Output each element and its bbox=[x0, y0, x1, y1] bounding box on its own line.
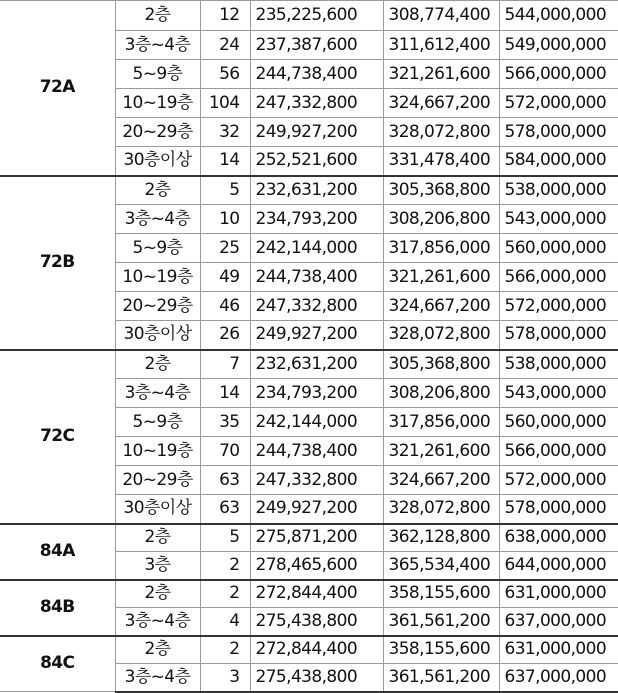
unit-count-cell: 14 bbox=[200, 379, 250, 408]
total-price-cell: 560,000,000 bbox=[499, 234, 618, 263]
amount-b-cell: 311,612,400 bbox=[383, 31, 499, 60]
floor-cell: 5~9층 bbox=[115, 408, 200, 437]
total-price-cell: 637,000,000 bbox=[499, 664, 618, 692]
amount-b-cell: 305,368,800 bbox=[383, 176, 499, 205]
total-price-cell: 631,000,000 bbox=[499, 580, 618, 608]
total-price-cell: 631,000,000 bbox=[499, 636, 618, 664]
unit-count-cell: 104 bbox=[200, 89, 250, 118]
table-row bbox=[0, 1, 618, 31]
unit-count-cell: 4 bbox=[200, 608, 250, 636]
floor-cell: 2층 bbox=[115, 1, 200, 31]
floor-cell: 20~29층 bbox=[115, 466, 200, 495]
amount-a-cell: 249,927,200 bbox=[250, 495, 383, 524]
amount-b-cell: 358,155,600 bbox=[383, 636, 499, 664]
amount-b-cell: 328,072,800 bbox=[383, 321, 499, 350]
amount-a-cell: 272,844,400 bbox=[250, 636, 383, 664]
amount-a-cell: 275,438,800 bbox=[250, 608, 383, 636]
unit-count-cell: 5 bbox=[200, 176, 250, 205]
unit-count-cell: 10 bbox=[200, 205, 250, 234]
unit-count-cell: 5 bbox=[200, 524, 250, 552]
total-price-cell: 566,000,000 bbox=[499, 60, 618, 89]
total-price-cell: 543,000,000 bbox=[499, 379, 618, 408]
floor-cell: 10~19층 bbox=[115, 89, 200, 118]
floor-cell: 30층이상 bbox=[115, 147, 200, 176]
floor-cell: 2층 bbox=[115, 636, 200, 664]
table-row bbox=[0, 636, 618, 664]
amount-b-cell: 321,261,600 bbox=[383, 437, 499, 466]
amount-b-cell: 324,667,200 bbox=[383, 292, 499, 321]
total-price-cell: 566,000,000 bbox=[499, 263, 618, 292]
total-price-cell: 543,000,000 bbox=[499, 205, 618, 234]
unit-type: 72C bbox=[0, 350, 115, 524]
floor-cell: 3층~4층 bbox=[115, 379, 200, 408]
unit-count-cell: 2 bbox=[200, 552, 250, 580]
amount-b-cell: 321,261,600 bbox=[383, 60, 499, 89]
amount-a-cell: 234,793,200 bbox=[250, 379, 383, 408]
amount-b-cell: 362,128,800 bbox=[383, 524, 499, 552]
unit-type: 72A bbox=[0, 1, 115, 176]
total-price-cell: 566,000,000 bbox=[499, 437, 618, 466]
table-row bbox=[0, 524, 618, 552]
total-price-cell: 572,000,000 bbox=[499, 466, 618, 495]
floor-cell: 30층이상 bbox=[115, 321, 200, 350]
amount-b-cell: 331,478,400 bbox=[383, 147, 499, 176]
total-price-cell: 549,000,000 bbox=[499, 31, 618, 60]
floor-cell: 3층~4층 bbox=[115, 664, 200, 692]
total-price-cell: 578,000,000 bbox=[499, 495, 618, 524]
amount-a-cell: 244,738,400 bbox=[250, 263, 383, 292]
amount-b-cell: 361,561,200 bbox=[383, 608, 499, 636]
amount-b-cell: 324,667,200 bbox=[383, 466, 499, 495]
total-price-cell: 572,000,000 bbox=[499, 89, 618, 118]
unit-type: 84C bbox=[0, 636, 115, 692]
amount-a-cell: 242,144,000 bbox=[250, 234, 383, 263]
amount-a-cell: 244,738,400 bbox=[250, 437, 383, 466]
unit-type: 72B bbox=[0, 176, 115, 350]
amount-a-cell: 234,793,200 bbox=[250, 205, 383, 234]
unit-count-cell: 63 bbox=[200, 495, 250, 524]
price-table-body bbox=[0, 1, 618, 692]
total-price-cell: 637,000,000 bbox=[499, 608, 618, 636]
amount-b-cell: 324,667,200 bbox=[383, 89, 499, 118]
total-price-cell: 638,000,000 bbox=[499, 524, 618, 552]
floor-cell: 2층 bbox=[115, 524, 200, 552]
amount-a-cell: 252,521,600 bbox=[250, 147, 383, 176]
amount-a-cell: 237,387,600 bbox=[250, 31, 383, 60]
floor-cell: 2층 bbox=[115, 176, 200, 205]
unit-count-cell: 70 bbox=[200, 437, 250, 466]
total-price-cell: 560,000,000 bbox=[499, 408, 618, 437]
total-price-cell: 644,000,000 bbox=[499, 552, 618, 580]
floor-cell: 5~9층 bbox=[115, 60, 200, 89]
unit-count-cell: 56 bbox=[200, 60, 250, 89]
unit-count-cell: 14 bbox=[200, 147, 250, 176]
amount-a-cell: 247,332,800 bbox=[250, 89, 383, 118]
unit-count-cell: 7 bbox=[200, 350, 250, 379]
floor-cell: 5~9층 bbox=[115, 234, 200, 263]
amount-b-cell: 308,774,400 bbox=[383, 1, 499, 31]
table-row bbox=[0, 580, 618, 608]
amount-b-cell: 365,534,400 bbox=[383, 552, 499, 580]
amount-b-cell: 358,155,600 bbox=[383, 580, 499, 608]
table-row bbox=[0, 350, 618, 379]
amount-b-cell: 305,368,800 bbox=[383, 350, 499, 379]
amount-b-cell: 361,561,200 bbox=[383, 664, 499, 692]
amount-b-cell: 317,856,000 bbox=[383, 234, 499, 263]
floor-cell: 30층이상 bbox=[115, 495, 200, 524]
unit-count-cell: 25 bbox=[200, 234, 250, 263]
unit-count-cell: 24 bbox=[200, 31, 250, 60]
amount-a-cell: 244,738,400 bbox=[250, 60, 383, 89]
floor-cell: 3층~4층 bbox=[115, 205, 200, 234]
amount-a-cell: 272,844,400 bbox=[250, 580, 383, 608]
total-price-cell: 538,000,000 bbox=[499, 176, 618, 205]
unit-count-cell: 35 bbox=[200, 408, 250, 437]
amount-b-cell: 321,261,600 bbox=[383, 263, 499, 292]
total-price-cell: 578,000,000 bbox=[499, 118, 618, 147]
unit-count-cell: 2 bbox=[200, 580, 250, 608]
floor-cell: 20~29층 bbox=[115, 292, 200, 321]
total-price-cell: 584,000,000 bbox=[499, 147, 618, 176]
amount-a-cell: 232,631,200 bbox=[250, 350, 383, 379]
amount-b-cell: 308,206,800 bbox=[383, 379, 499, 408]
total-price-cell: 538,000,000 bbox=[499, 350, 618, 379]
amount-a-cell: 275,438,800 bbox=[250, 664, 383, 692]
floor-cell: 10~19층 bbox=[115, 437, 200, 466]
unit-count-cell: 46 bbox=[200, 292, 250, 321]
amount-a-cell: 247,332,800 bbox=[250, 292, 383, 321]
amount-b-cell: 317,856,000 bbox=[383, 408, 499, 437]
floor-cell: 3층 bbox=[115, 552, 200, 580]
amount-a-cell: 235,225,600 bbox=[250, 1, 383, 31]
unit-count-cell: 2 bbox=[200, 636, 250, 664]
unit-type: 84A bbox=[0, 524, 115, 580]
amount-b-cell: 308,206,800 bbox=[383, 205, 499, 234]
amount-a-cell: 242,144,000 bbox=[250, 408, 383, 437]
floor-cell: 3층~4층 bbox=[115, 31, 200, 60]
floor-cell: 2층 bbox=[115, 580, 200, 608]
amount-a-cell: 278,465,600 bbox=[250, 552, 383, 580]
amount-a-cell: 249,927,200 bbox=[250, 118, 383, 147]
amount-b-cell: 328,072,800 bbox=[383, 495, 499, 524]
floor-cell: 3층~4층 bbox=[115, 608, 200, 636]
amount-a-cell: 275,871,200 bbox=[250, 524, 383, 552]
unit-count-cell: 26 bbox=[200, 321, 250, 350]
unit-count-cell: 3 bbox=[200, 664, 250, 692]
unit-count-cell: 32 bbox=[200, 118, 250, 147]
amount-b-cell: 328,072,800 bbox=[383, 118, 499, 147]
amount-a-cell: 247,332,800 bbox=[250, 466, 383, 495]
unit-count-cell: 12 bbox=[200, 1, 250, 31]
amount-a-cell: 232,631,200 bbox=[250, 176, 383, 205]
amount-a-cell: 249,927,200 bbox=[250, 321, 383, 350]
unit-count-cell: 63 bbox=[200, 466, 250, 495]
total-price-cell: 544,000,000 bbox=[499, 1, 618, 31]
total-price-cell: 572,000,000 bbox=[499, 292, 618, 321]
table-row bbox=[0, 176, 618, 205]
floor-cell: 2층 bbox=[115, 350, 200, 379]
total-price-cell: 578,000,000 bbox=[499, 321, 618, 350]
floor-cell: 10~19층 bbox=[115, 263, 200, 292]
floor-cell: 20~29층 bbox=[115, 118, 200, 147]
unit-type: 84B bbox=[0, 580, 115, 636]
unit-count-cell: 49 bbox=[200, 263, 250, 292]
